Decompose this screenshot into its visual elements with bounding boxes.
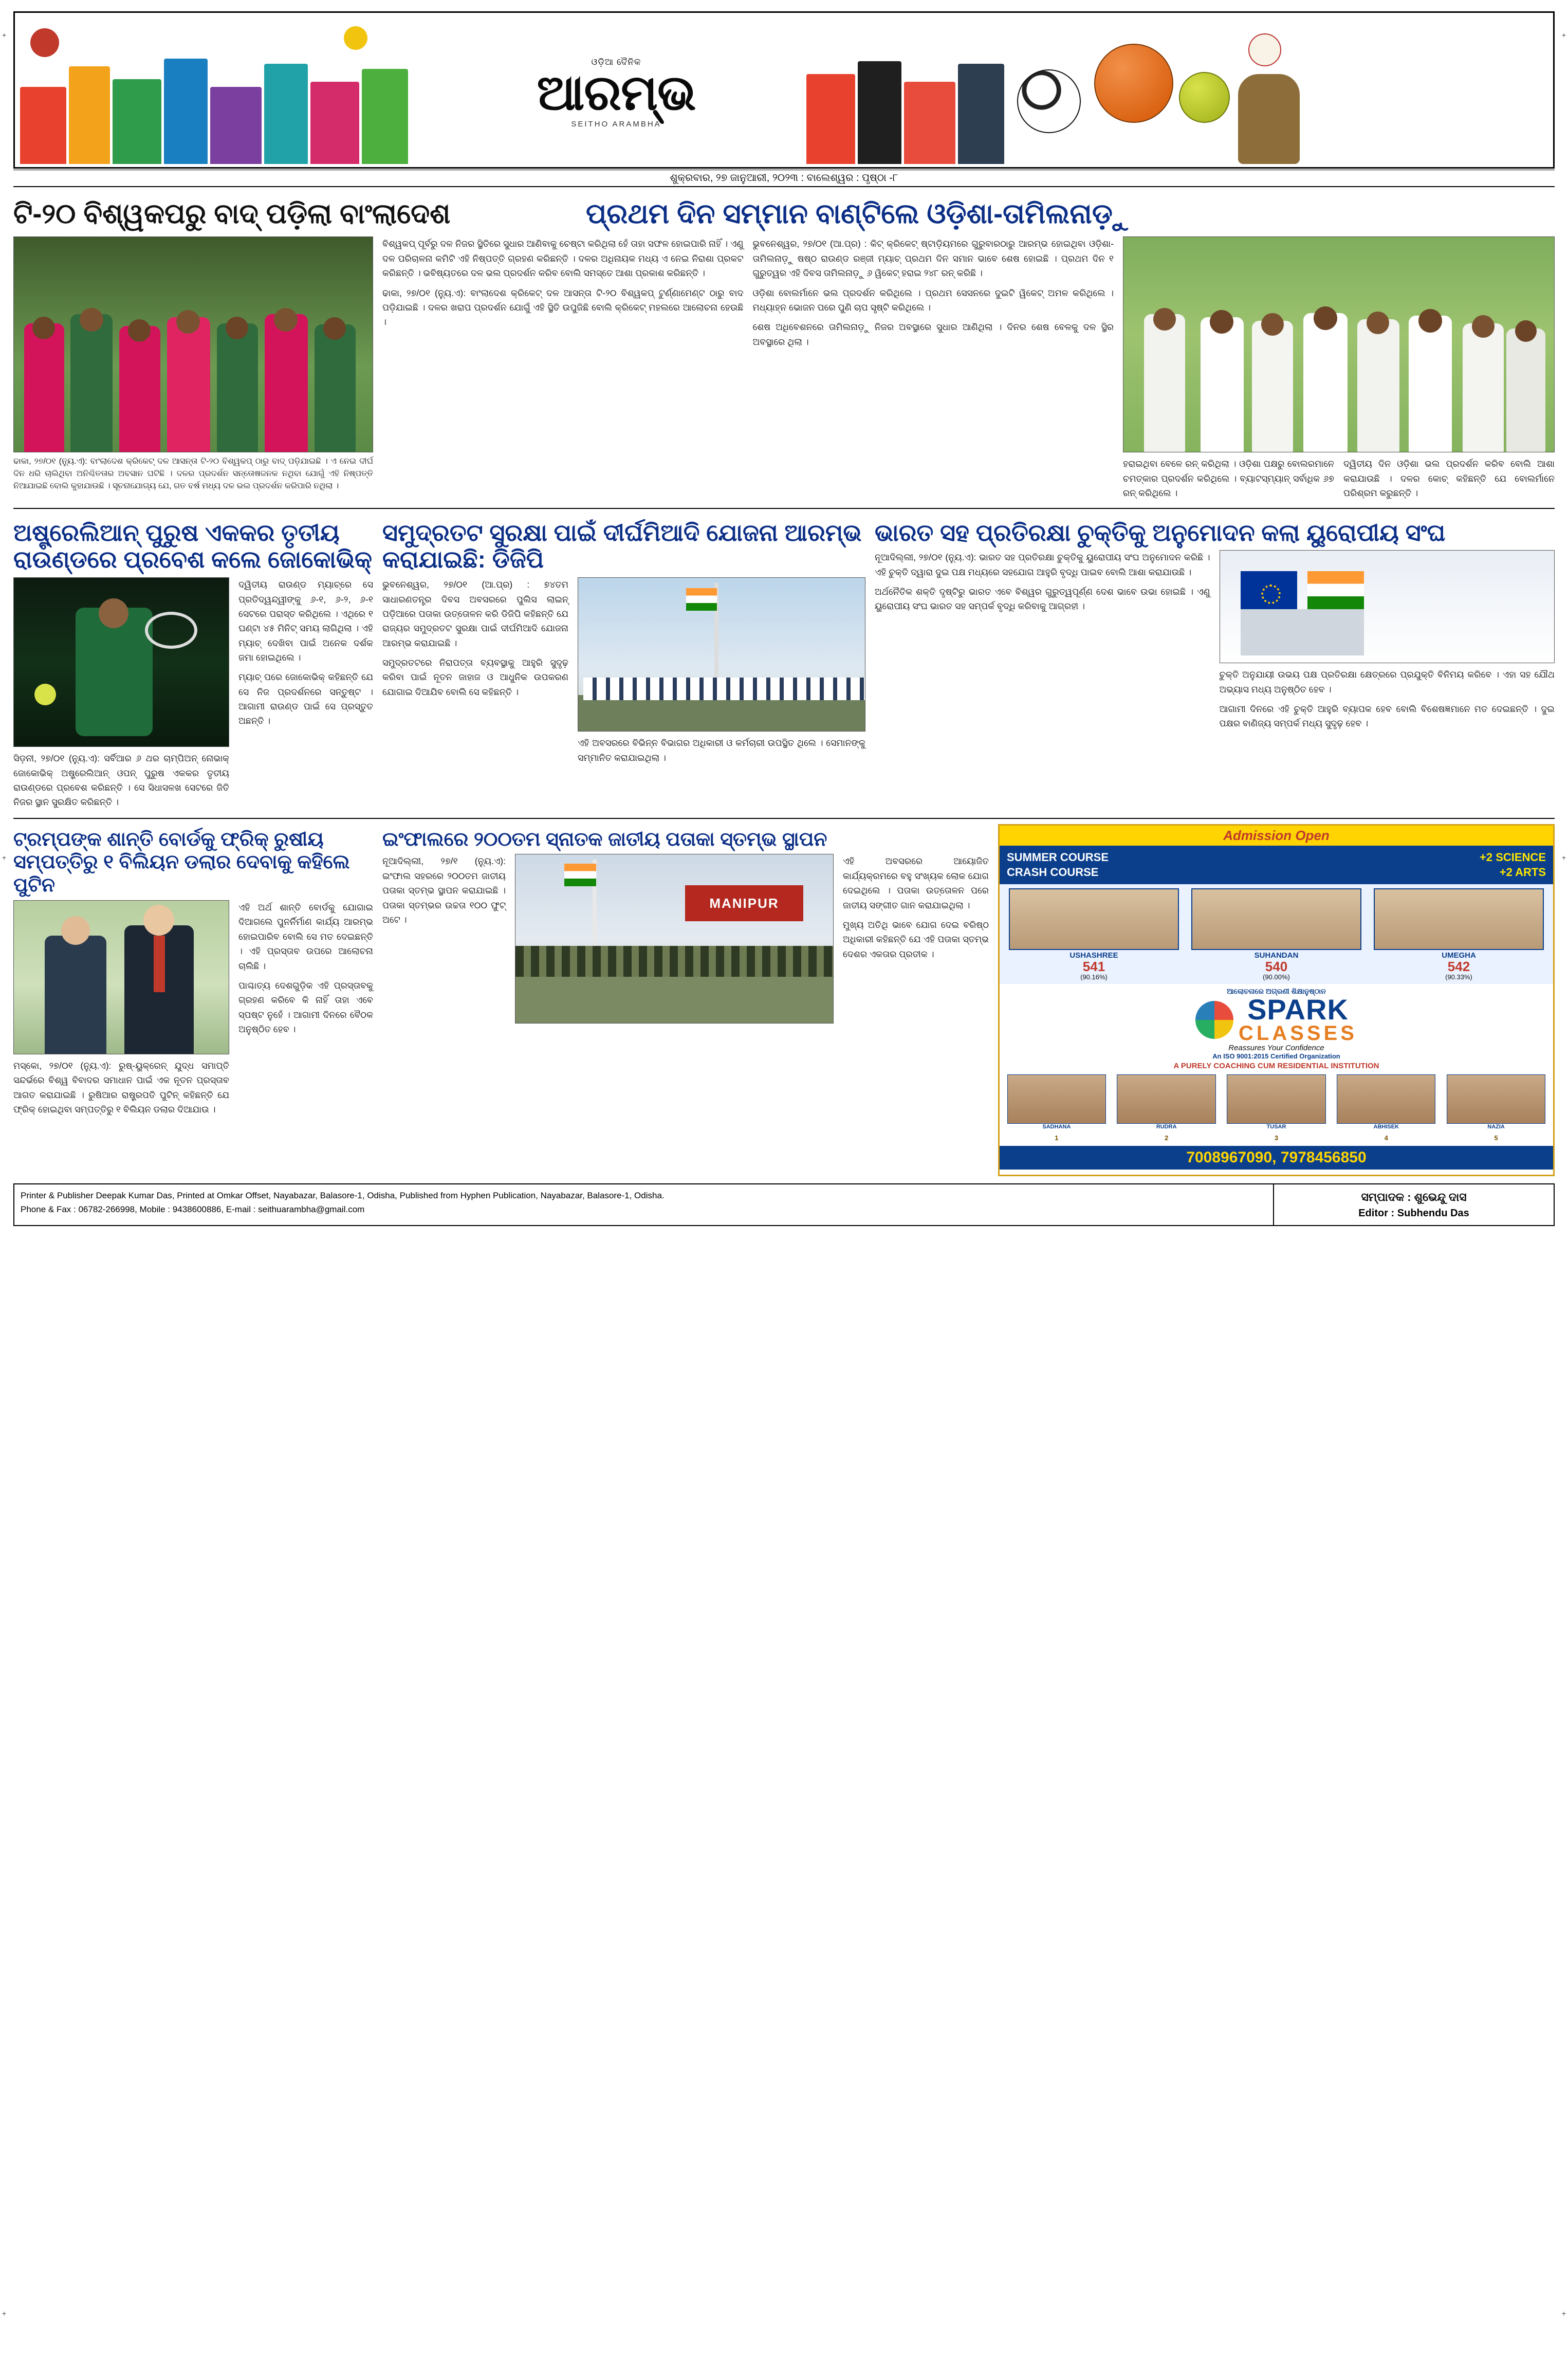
body-odisha-2: ଓଡ଼ିଶା ବୋଲର୍ମାନେ ଭଲ ପ୍ରଦର୍ଶନ କରିଥିଲେ । ପ୍ରଥମ ସେସନରେ ଦୁଇଟି ୱିକେଟ୍ ଅମଳ କରିଥିଲେ । ମଧ୍ୟାହ୍ନ ଭୋଜନ ପରେ ପୁଣି ଚାପ ସୃଷ୍ଟି କରିଥିଲେ । bbox=[752, 287, 1114, 313]
ad-brand-top-line: ଆଲୋଚନାରେ ଅଗ୍ରଣୀ ଶିକ୍ଷାନୁଷ୍ଠାନ bbox=[1227, 987, 1326, 996]
ad-student-name: RUDRA bbox=[1156, 1124, 1177, 1130]
body-manipur-2: ଏହି ଅବସରରେ ଆୟୋଜିତ କାର୍ଯ୍ୟକ୍ରମରେ ବହୁ ସଂଖ୍ୟକ ଲୋକ ଯୋଗ ଦେଇଥିଲେ । ପତାକା ଉତ୍ତୋଳନ ପରେ ଜାତୀୟ ସଙ୍ଗୀତ ଗାନ କରାଯାଇଥିଲା । bbox=[843, 856, 989, 910]
ad-topper-percent: (90.16%) bbox=[1080, 973, 1108, 981]
crop-mark-left-bottom: + bbox=[2, 2309, 7, 2317]
section-eu-india bbox=[875, 514, 1555, 810]
masthead-dateline: ଶୁକ୍ରବାର, ୨୭ ଜାନୁଆରୀ, ୨୦୨୩ : ବାଲେଶ୍ୱର : ପୃଷ୍ଠା -୮ bbox=[670, 172, 898, 184]
body-djokovic-3: ମ୍ୟାଚ୍ ପରେ ଜୋକୋଭିକ୍ କହିଛନ୍ତି ଯେ ସେ ନିଜ ପ୍ରଦର୍ଶନରେ ସନ୍ତୁଷ୍ଟ । ଆଗାମୀ ରାଉଣ୍ଡ ପାଇଁ ସେ ପ୍ରସ୍ତୁତ ଅଛନ୍ତି । bbox=[238, 672, 373, 726]
masthead-right-artwork bbox=[796, 13, 1553, 167]
ad-student-name: NAZIA bbox=[1487, 1124, 1505, 1130]
section-putin-trump bbox=[13, 824, 373, 1177]
caption-bangladesh: ଢାକା, ୨୭/୦୧ (ନ୍ୟୁ.ଏ): ବାଂଲାଦେଶ କ୍ରିକେଟ୍ ଦଳ ଆସନ୍ତା ଟି-୨୦ ବିଶ୍ୱକପ୍ ଠାରୁ ବାଦ୍ ପଡ଼ିଯାଇଛି । ଏ ନେଇ ଦୀର୍ଘ ଦିନ ଧରି ଚାଲିଥିବା ଅନିଶ୍ଚିତତାର ଅବସାନ ଘଟିଛି । ଦଳର ପ୍ରଦର୍ଶନ ସନ୍ତୋଷଜନକ ନଥିବା ଯୋଗୁଁ ଏହି ନିଷ୍ପତ୍ତି ନିଆଯାଇଛି ବୋଲି କୁହାଯାଉଛି । ସୂଚନାଯୋଗ୍ୟ ଯେ, ଗତ ବର୍ଷ ମଧ୍ୟ ଦଳ ଭଲ ପ୍ରଦର୍ଶନ କରିପାରି ନଥିଲା । bbox=[13, 457, 373, 491]
masthead-small-top: ଓଡ଼ିଆ ଦୈନିକ bbox=[591, 57, 641, 67]
section-djokovic bbox=[13, 514, 373, 810]
ad-student-name: TUSAR bbox=[1266, 1124, 1286, 1130]
headline-eu-india: ଭାରତ ସହ ପ୍ରତିରକ୍ଷା ଚୁକ୍ତିକୁ ଅନୁମୋଦନ କଲା ୟୁରୋପୀୟ ସଂଘ bbox=[875, 519, 1446, 546]
medal-icon: 2 bbox=[1165, 1134, 1169, 1142]
body-putin-2: ଏହି ଅର୍ଥ ଶାନ୍ତି ବୋର୍ଡକୁ ଯୋଗାଇ ଦିଆଗଲେ ପୁନର୍ନିର୍ମାଣ କାର୍ଯ୍ୟ ଆରମ୍ଭ ହୋଇପାରିବ ବୋଲି ସେ ମତ ଦେଇଛନ୍ତି । ଏହି ପ୍ରସ୍ତାବ ଉପରେ ଆଲୋଚନା ଚାଲିଛି । bbox=[238, 902, 373, 971]
ad-student bbox=[1337, 1074, 1435, 1130]
medal-icon: 4 bbox=[1384, 1134, 1388, 1142]
headline-bangladesh-t20: ଟି-୨୦ ବିଶ୍ୱକପରୁ ବାଦ୍ ପଡ଼ିଲା ବାଂଲାଦେଶ bbox=[13, 198, 451, 229]
ad-student bbox=[1117, 1074, 1215, 1130]
ad-iso: An ISO 9001:2015 Certified Organization bbox=[1212, 1052, 1340, 1061]
ad-student-name: ABHISEK bbox=[1373, 1124, 1399, 1130]
ad-student-photo bbox=[1227, 1074, 1325, 1124]
body-odisha-1: ଭୁବନେଶ୍ୱର, ୨୭/୦୧ (ଆ.ପ୍ର) : କିଟ୍ କ୍ରିକେଟ୍ ଷ୍ଟାଡ଼ିୟମରେ ଗୁରୁବାରଠାରୁ ଆରମ୍ଭ ହୋଇଥିବା ଓଡ଼ିଶା-ତାମିଲନାଡ଼ୁ ଷଷ୍ଠ ରାଉଣ୍ଡ ରଞ୍ଜୀ ମ୍ୟାଚ୍ ପ୍ରଥମ ଦିନ ସମାନ ଭାବେ ଶେଷ ହୋଇଛି । ପ୍ରଥମ ଦିନ ୧ ଗୁରୁତ୍ୱର ଏହି ଦିବସ ତାମିଲନାଡ଼ୁ ୬ ୱିକେଟ୍ ହରାଇ ୨୪୮ ରନ୍ କରିଛି । bbox=[752, 239, 1114, 279]
body-putin-1: ମସ୍କୋ, ୨୭/୦୧ (ନ୍ୟୁ.ଏ): ରୁଷ୍-ୟୁକ୍ରେନ୍ ଯୁଦ୍ଧ ସମାପ୍ତି ସନ୍ଦର୍ଭରେ ବିଶ୍ୱ ବିବାଦର ସମାଧାନ ପାଇଁ ଏକ ନୂତନ ପ୍ରସ୍ତାବ ଆଗତ କରାଯାଇଛି । ରୁଷିଆର ରାଷ୍ଟ୍ରପତି ପୁଟିନ୍ କହିଛନ୍ତି ଯେ ଫ୍ରିକ୍ ହୋଇଥିବା ସମ୍ପତ୍ତିରୁ ୧ ବିଲିୟନ ଡଲାର ଦିଆଯାଉ । bbox=[13, 1061, 229, 1115]
ad-student-name: SADHANA bbox=[1042, 1124, 1071, 1130]
ad-tagline: Reassures Your Confidence bbox=[1228, 1044, 1324, 1053]
coast-guard-flag-hoisting-photo bbox=[578, 577, 865, 732]
ad-topper-percent: (90.33%) bbox=[1445, 973, 1472, 981]
ad-banner-admission-open: Admission Open bbox=[1000, 826, 1553, 846]
ad-students-row bbox=[1000, 1071, 1553, 1133]
body-dgp-2: ସମୁଦ୍ରତଟରେ ନିରାପତ୍ତା ବ୍ୟବସ୍ଥାକୁ ଆହୁରି ସୁଦୃଢ଼ କରିବା ପାଇଁ ନୂତନ ଜାହାଜ ଓ ଆଧୁନିକ ଉପକରଣ ଯୋଗାଇ ଦିଆଯିବ ବୋଲି ସେ କହିଛନ୍ତି । bbox=[382, 658, 568, 697]
ad-brand-sub: CLASSES bbox=[1239, 1022, 1357, 1045]
ad-student bbox=[1447, 1074, 1545, 1130]
headline-odisha-tamilnadu: ପ୍ରଥମ ଦିନ ସମ୍ମାନ ବାଣ୍ଟିଲେ ଓଡ଼ିଶା-ତାମିଲନାଡ଼ୁ bbox=[586, 198, 1128, 229]
eu-india-flags-photo bbox=[1220, 550, 1555, 663]
footer-line-1: Printer & Publisher Deepak Kumar Das, Printed at Omkar Offset, Nayabazar, Balasore-1, Odisha, Published from Hyphen Publication, Nayabazar, Balasore-1, Odisha. bbox=[21, 1191, 665, 1201]
crop-mark-right-bottom: + bbox=[1561, 2309, 1566, 2317]
bangladesh-cricket-team-photo bbox=[13, 236, 373, 452]
body-manipur-3: ମୁଖ୍ୟ ଅତିଥି ଭାବେ ଯୋଗ ଦେଇ ବରିଷ୍ଠ ଅଧିକାରୀ କହିଛନ୍ତି ଯେ ଏହି ପତାକା ସ୍ତମ୍ଭ ଦେଶର ଏକତାର ପ୍ରତୀକ । bbox=[843, 919, 989, 959]
ad-student-photo bbox=[1337, 1074, 1435, 1124]
ad-topper bbox=[1009, 888, 1178, 981]
section-manipur bbox=[382, 824, 989, 1177]
body-odisha-3: ଶେଷ ଅଧିବେଶନରେ ତାମିଲନାଡ଼ୁ ନିଜର ଅବସ୍ଥାରେ ସୁଧାର ଆଣିଥିଲା । ଦିନର ଶେଷ ବେଳକୁ ଦଳ ସ୍ଥିର ଅବସ୍ଥାରେ ଥିଲା । bbox=[752, 322, 1114, 347]
crop-mark-left-top: + bbox=[2, 31, 7, 39]
putin-trump-photo bbox=[13, 900, 229, 1054]
ad-courses bbox=[1000, 846, 1553, 884]
crop-mark-right-mid: + bbox=[1561, 853, 1566, 862]
ad-topper-score: 541 bbox=[1082, 959, 1105, 975]
masthead bbox=[13, 11, 1555, 169]
masthead-title: ଆରମ୍ଭ bbox=[537, 65, 696, 120]
headline-manipur: ଇଂଫାଲରେ ୨୦୦ତମ ସ୍ନାତକ ଜାତୀୟ ପତାକା ସ୍ତମ୍ଭ ସ୍ଥାପନ bbox=[382, 828, 827, 850]
ad-topper-score: 542 bbox=[1447, 959, 1470, 975]
manipur-flag-ceremony-photo: MANIPUR bbox=[515, 854, 834, 1024]
odisha-tamilnadu-match-photo bbox=[1123, 236, 1555, 452]
ad-topper-photo bbox=[1009, 888, 1178, 950]
headline-putin-trump: ଟ୍ରମ୍ପଙ୍କ ଶାନ୍ତି ବୋର୍ଡକୁ ଫ୍ରିକ୍ ରୁଷୀୟ ସମ୍ପତ୍ତିରୁ ୧ ବିଲିୟନ ଡଲାର ଦେବାକୁ କହିଲେ ପୁଟିନ bbox=[13, 828, 350, 897]
body-manipur-1: ନୂଆଦିଲ୍ଲୀ, ୨୭/୧ (ନ୍ୟୁ.ଏ): ଇଂଫାଲ ସହରରେ ୨୦୦ତମ ଜାତୀୟ ପତାକା ସ୍ତମ୍ଭ ସ୍ଥାପନ କରାଯାଇଛି । ପତାକା ସ୍ତମ୍ଭର ଉଚ୍ଚତା ୧୦୦ ଫୁଟ୍ ଅଟେ । bbox=[382, 856, 506, 925]
ad-course-right-2: +2 ARTS bbox=[1499, 866, 1546, 879]
masthead-subtitle: SEITHO ARAMBHA bbox=[571, 119, 661, 129]
ad-student-photo bbox=[1007, 1074, 1106, 1124]
crop-mark-right-top: + bbox=[1561, 31, 1566, 39]
ad-topper-name: SUHANDAN bbox=[1254, 951, 1299, 960]
section-dgp bbox=[382, 514, 865, 810]
body-odisha-right-1: ହରାଇଥିବା ବେଳେ ରନ୍ କରିଥିଲା । ଓଡ଼ିଶା ପକ୍ଷରୁ ବୋଲରମାନେ ଚମତ୍କାର ପ୍ରଦର୍ଶନ କରିଥିଲେ । ବ୍ୟାଟସ୍‌ମ୍ୟାନ୍ ସର୍ବାଧିକ ୬୭ ରନ୍ କରିଥିଲେ । bbox=[1123, 459, 1334, 499]
ad-topper bbox=[1191, 888, 1361, 981]
advertisement-spark-classes[interactable] bbox=[998, 824, 1555, 1177]
body-dgp-3: ଏହି ଅବସରରେ ବିଭିନ୍ନ ବିଭାଗର ଅଧିକାରୀ ଓ କର୍ମଚାରୀ ଉପସ୍ଥିତ ଥିଲେ । ସେମାନଙ୍କୁ ସମ୍ମାନିତ କରାଯାଇଥିଲା । bbox=[578, 738, 865, 763]
body-bangladesh-2: ବିଶ୍ୱକପ୍ ପୂର୍ବରୁ ଦଳ ନିଜର ସ୍ଥିତିରେ ସୁଧାର ଆଣିବାକୁ ଚେଷ୍ଟା କରିଥିଲା ହେଁ ତାହା ସଫଳ ହୋଇପାରି ନାହିଁ । ଏଣୁ ଦଳ ପରିଚାଳନା କମିଟି ଏହି ନିଷ୍ପତ୍ତି ଗ୍ରହଣ କରିଛନ୍ତି । ଦଳର ଅଧିନାୟକ ମଧ୍ୟ ଏ ନେଇ ନିରାଶା ପ୍ରକଟ କରିଛନ୍ତି । ଭବିଷ୍ୟତରେ ଦଳ ଭଲ ପ୍ରଦର୍ଶନ କରିବ ବୋଲି ସମସ୍ତେ ଆଶା ପ୍ରକାଶ କରିଛନ୍ତି । bbox=[382, 239, 744, 279]
ad-topper-percent: (90.00%) bbox=[1263, 973, 1290, 981]
ad-course-left-2: CRASH COURSE bbox=[1007, 866, 1099, 879]
body-putin-3: ପାଶ୍ଚାତ୍ୟ ଦେଶଗୁଡ଼ିକ ଏହି ପ୍ରସ୍ତାବକୁ ଗ୍ରହଣ କରିବେ କି ନାହିଁ ତାହା ଏବେ ସ୍ପଷ୍ଟ ନୁହେଁ । ଆଗାମୀ ଦିନରେ ବୈଠକ ଅନୁଷ୍ଠିତ ହେବ । bbox=[238, 980, 373, 1034]
ad-student-photo bbox=[1447, 1074, 1545, 1124]
ad-course-right-1: +2 SCIENCE bbox=[1480, 850, 1546, 864]
medal-icon: 5 bbox=[1494, 1134, 1498, 1142]
ad-toppers-row bbox=[1000, 884, 1553, 984]
ad-topper-name: UMEGHA bbox=[1442, 951, 1476, 960]
ad-topper-photo bbox=[1191, 888, 1361, 950]
ad-topper-photo bbox=[1374, 888, 1543, 950]
headline-djokovic: ଅଷ୍ଟ୍ରେଲିଆନ୍ ପୁରୁଷ ଏକକର ତୃତୀୟ ରାଉଣ୍ଡରେ ପ୍ରବେଶ କଲେ ଜୋକୋଭିକ୍ bbox=[13, 519, 373, 573]
ad-brand-name: SPARK bbox=[1247, 993, 1349, 1026]
ad-student-photo bbox=[1117, 1074, 1215, 1124]
section-cricket bbox=[13, 191, 1555, 501]
djokovic-tennis-photo bbox=[13, 577, 229, 747]
masthead-title-block bbox=[436, 13, 796, 167]
ad-student bbox=[1227, 1074, 1325, 1130]
body-eu-1: ନୂଆଦିଲ୍ଲୀ, ୨୭/୦୧ (ନ୍ୟୁ.ଏ): ଭାରତ ସହ ପ୍ରତିରକ୍ଷା ଚୁକ୍ତିକୁ ୟୁରୋପୀୟ ସଂଘ ଅନୁମୋଦନ କରିଛି । ଏହି ଚୁକ୍ତି ଦ୍ୱାରା ଦୁଇ ପକ୍ଷ ମଧ୍ୟରେ ସହଯୋଗ ଆହୁରି ବୃଦ୍ଧି ପାଇବ ବୋଲି ଆଶା କରାଯାଉଛି । bbox=[875, 552, 1210, 577]
ad-topper bbox=[1374, 888, 1543, 981]
body-djokovic-1: ସିଡ଼ନୀ, ୨୭/୦୧ (ନ୍ୟୁ.ଏ): ସର୍ବିଆର ୬ ଥର ଚାମ୍ପିଅନ୍ ନୋଭାକ୍ ଜୋକୋଭିକ୍ ଅଷ୍ଟ୍ରେଲିଆନ୍ ଓପନ୍ ପୁରୁଷ ଏକକର ତୃତୀୟ ରାଉଣ୍ଡରେ ପ୍ରବେଶ କରିଛନ୍ତି । ସେ ସିଧାସଳଖ ସେଟରେ ଜିତି ନିଜର ସ୍ଥାନ ସୁରକ୍ଷିତ କରିଛନ୍ତି । bbox=[13, 753, 229, 808]
footer-editor-odia: ସମ୍ପାଦକ : ଶୁଭେନ୍ଦୁ ଦାସ bbox=[1361, 1191, 1467, 1204]
ad-pure-line: A PURELY COACHING CUM RESIDENTIAL INSTITUTION bbox=[1173, 1062, 1379, 1071]
body-eu-3: ଚୁକ୍ତି ଅନୁଯାୟୀ ଉଭୟ ପକ୍ଷ ପ୍ରତିରକ୍ଷା କ୍ଷେତ୍ରରେ ପ୍ରଯୁକ୍ତି ବିନିମୟ କରିବେ । ଏହା ସହ ଯୌଥ ଅଭ୍ୟାସ ମଧ୍ୟ ଅନୁଷ୍ଠିତ ହେବ । bbox=[1219, 669, 1555, 695]
body-djokovic-2: ଦ୍ୱିତୀୟ ରାଉଣ୍ଡ ମ୍ୟାଚ୍‌ରେ ସେ ପ୍ରତିଦ୍ୱନ୍ଦ୍ୱୀଙ୍କୁ ୬-୧, ୬-୨, ୬-୧ ସେଟରେ ପରାସ୍ତ କରିଥିଲେ । ଏଥିରେ ୧ ଘଣ୍ଟା ୪୫ ମିନିଟ୍ ସମୟ ଲାଗିଥିଲା । ଏହି ମ୍ୟାଚ୍ ଦେଖିବା ପାଇଁ ଅନେକ ଦର୍ଶକ ଜମା ହୋଇଥିଲେ । bbox=[238, 579, 373, 663]
crop-mark-left-mid: + bbox=[2, 853, 7, 862]
ad-brand-block bbox=[1000, 984, 1553, 1071]
body-odisha-right-2: ଦ୍ୱିତୀୟ ଦିନ ଓଡ଼ିଶା ଭଲ ପ୍ରଦର୍ଶନ କରିବ ବୋଲି ଆଶା କରାଯାଉଛି । ଦଳର କୋଚ୍ କହିଛନ୍ତି ଯେ ବୋଲର୍ମାନେ ପରିଶ୍ରମ କରୁଛନ୍ତି । bbox=[1343, 459, 1555, 499]
masthead-left-artwork bbox=[15, 13, 436, 167]
medal-icon: 1 bbox=[1055, 1134, 1059, 1142]
body-eu-4: ଆଗାମୀ ଦିନରେ ଏହି ଚୁକ୍ତି ଆହୁରି ବ୍ୟାପକ ହେବ ବୋଲି ବିଶେଷଜ୍ଞମାନେ ମତ ଦେଇଛନ୍ତି । ଦୁଇ ପକ୍ଷର ବାଣିଜ୍ୟ ସମ୍ପର୍କ ମଧ୍ୟ ସୁଦୃଢ଼ ହେବ । bbox=[1219, 704, 1555, 729]
medal-icon: 3 bbox=[1274, 1134, 1279, 1142]
spark-logo-icon bbox=[1195, 1001, 1233, 1039]
body-dgp-1: ଭୁବନେଶ୍ୱର, ୨୭/୦୧ (ଆ.ପ୍ର) : ୭୪ତମ ସାଧାରଣତନ୍ତ୍ର ଦିବସ ଅବସରରେ ପୁଲିସ ଲାଇନ୍ ପଡ଼ିଆରେ ପତାକା ଉତ୍ତୋଳନ କରି ଡିଜିପି କହିଛନ୍ତି ଯେ ରାଜ୍ୟର ସମୁଦ୍ରତଟ ସୁରକ୍ଷା ପାଇଁ ଦୀର୍ଘମିଆଦି ଯୋଜନା ଆରମ୍ଭ କରାଯାଇଛି । bbox=[382, 579, 568, 648]
body-eu-2: ଅର୍ଥନୈତିକ ଶକ୍ତି ଦୃଷ୍ଟିରୁ ଭାରତ ଏବେ ବିଶ୍ୱର ଗୁରୁତ୍ୱପୂର୍ଣ୍ଣ ଦେଶ ଭାବେ ଉଭା ହୋଇଛି । ଏଣୁ ୟୁରୋପୀୟ ସଂଘ ଭାରତ ସହ ସମ୍ପର୍କ ବୃଦ୍ଧି କରିବାକୁ ଆଗ୍ରହୀ । bbox=[875, 587, 1210, 612]
footer-editor-english: Editor : Subhendu Das bbox=[1358, 1208, 1469, 1219]
headline-dgp: ସମୁଦ୍ରତଟ ସୁରକ୍ଷା ପାଇଁ ଦୀର୍ଘମିଆଦି ଯୋଜନା ଆରମ୍ଭ କରାଯାଇଛି: ଡିଜିପି bbox=[382, 519, 862, 573]
ad-student bbox=[1007, 1074, 1106, 1130]
ad-medal-row bbox=[1000, 1133, 1553, 1143]
ad-course-left-1: SUMMER COURSE bbox=[1007, 850, 1109, 864]
body-bangladesh-3: ଢାକା, ୨୭/୦୧ (ନ୍ୟୁ.ଏ): ବାଂଲାଦେଶ କ୍ରିକେଟ୍ ଦଳ ଆସନ୍ତା ଟି-୨୦ ବିଶ୍ୱକପ୍ ଟୁର୍ଣ୍ଣାମେଣ୍ଟ ଠାରୁ ବାଦ ପଡ଼ିଯାଇଛି । ଦଳର ଖରାପ ପ୍ରଦର୍ଶନ ଯୋଗୁଁ ଏହି ସ୍ଥିତି ଉପୁଜିଛି ବୋଲି କ୍ରିକେଟ୍ ମହଲରେ ଆଲୋଚନା ହେଉଛି । bbox=[382, 287, 744, 327]
ad-topper-name: USHASHREE bbox=[1069, 951, 1118, 960]
footer-line-2: Phone & Fax : 06782-266998, Mobile : 9438600886, E-mail : seithuarambha@gmail.com bbox=[21, 1204, 365, 1215]
ad-topper-score: 540 bbox=[1265, 959, 1288, 975]
footer-imprint bbox=[13, 1183, 1555, 1226]
ad-phone-number[interactable]: 7008967090, 7978456850 bbox=[1000, 1146, 1553, 1170]
